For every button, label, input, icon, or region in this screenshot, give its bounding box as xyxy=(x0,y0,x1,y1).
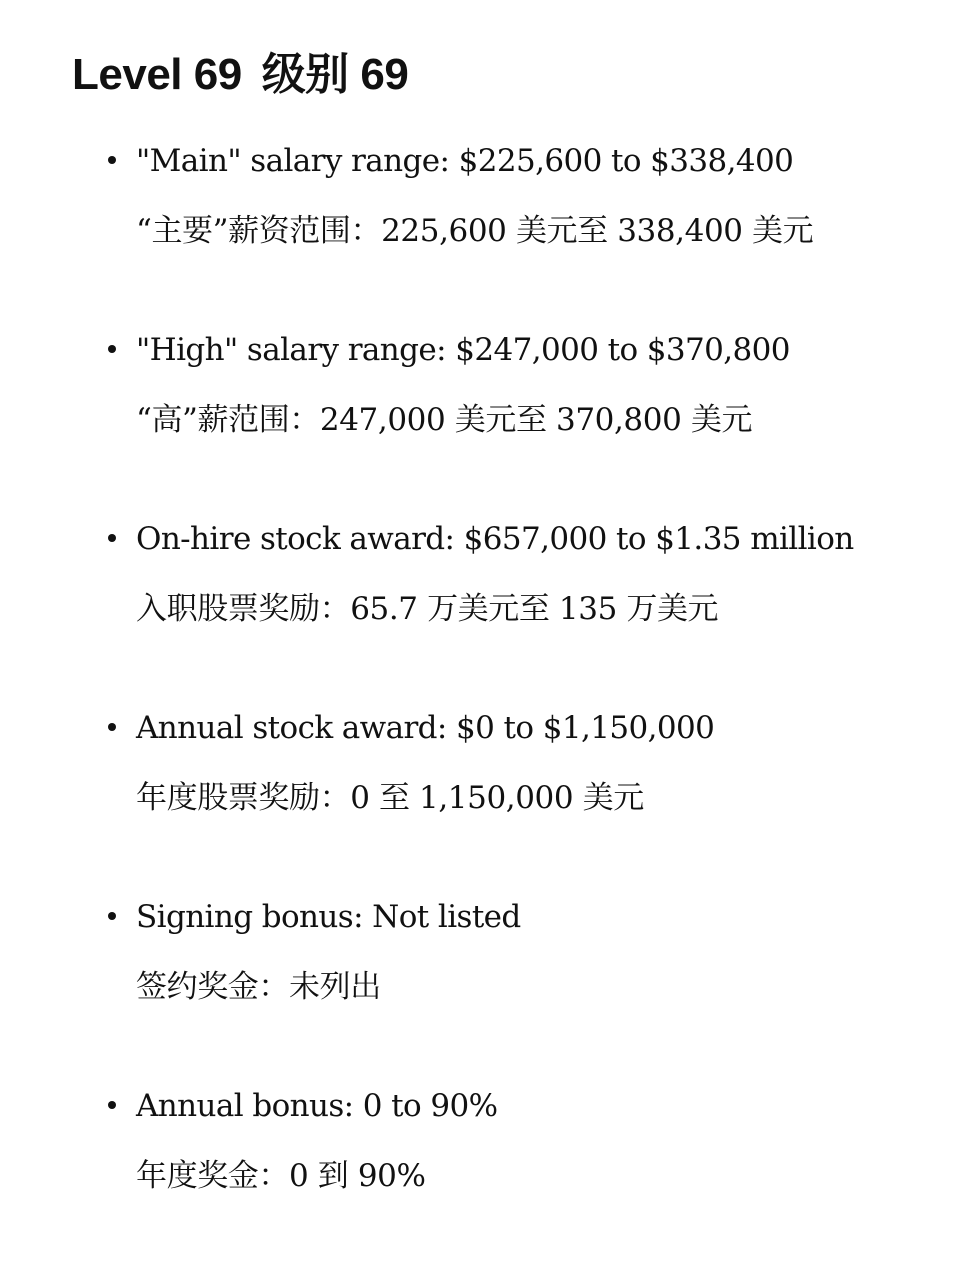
bullet-icon xyxy=(108,345,116,353)
list-item-on-hire-stock xyxy=(0,510,954,699)
item-text-en: Annual bonus: 0 to 90% xyxy=(136,1088,498,1124)
bullet-icon xyxy=(108,534,116,542)
bullet-icon xyxy=(108,1101,116,1109)
item-text-en: "Main" salary range: $225,600 to $338,400 xyxy=(136,143,794,179)
item-text-zh: 年度股票奖励：0 至 1,150,000 美元 xyxy=(136,780,644,816)
item-text-zh: 入职股票奖励：65.7 万美元至 135 万美元 xyxy=(136,591,719,627)
item-text-en: Signing bonus: Not listed xyxy=(136,899,521,935)
bullet-icon xyxy=(108,723,116,731)
item-text-en: Annual stock award: $0 to $1,150,000 xyxy=(136,710,715,746)
list-item-annual-stock xyxy=(0,699,954,888)
item-text-zh: 签约奖金：未列出 xyxy=(136,969,381,1005)
compensation-list xyxy=(0,132,954,1266)
item-text-en: On-hire stock award: $657,000 to $1.35 million xyxy=(136,521,854,557)
item-text-zh: “主要”薪资范围：225,600 美元至 338,400 美元 xyxy=(136,213,814,249)
list-item-annual-bonus xyxy=(0,1077,954,1266)
item-text-en: "High" salary range: $247,000 to $370,800 xyxy=(136,332,790,368)
list-item-high-salary xyxy=(0,321,954,510)
bullet-icon xyxy=(108,912,116,920)
level-heading-zh: 级别 69 xyxy=(261,50,409,99)
item-text-zh: “高”薪范围：247,000 美元至 370,800 美元 xyxy=(136,402,753,438)
item-text-zh: 年度奖金：0 到 90% xyxy=(136,1158,426,1194)
list-item-main-salary xyxy=(0,132,954,321)
list-item-signing-bonus xyxy=(0,888,954,1077)
bullet-icon xyxy=(108,156,116,164)
level-heading xyxy=(72,46,408,104)
level-heading-en: Level 69 xyxy=(72,50,242,99)
